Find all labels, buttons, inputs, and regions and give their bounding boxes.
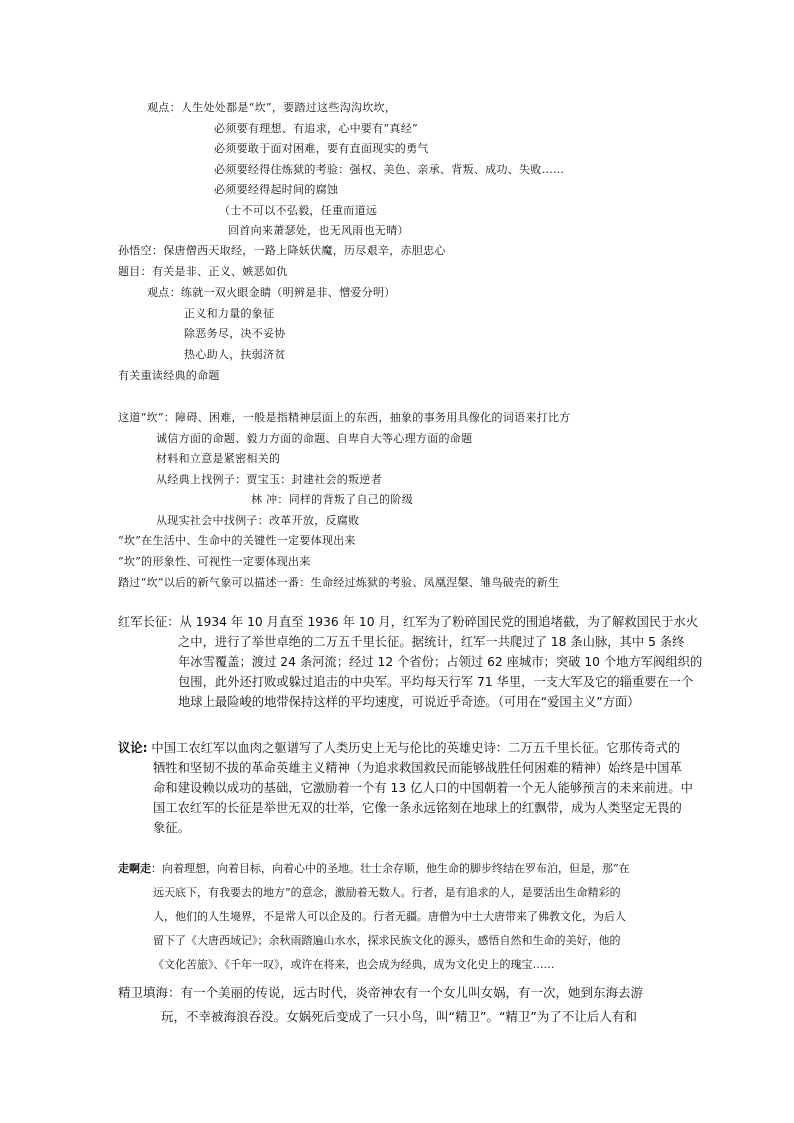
kan-line: 这道“坎”：障碍、困难，一般是指精神层面上的东西，抽象的事务用具像化的词语来打比方 bbox=[118, 411, 571, 424]
point-line: 必须要经得起时间的腐蚀 bbox=[214, 183, 339, 196]
viewpoint-line: 观点：练就一双火眼金睛（明辨是非、憎爱分明） bbox=[147, 286, 396, 299]
after-line: 踏过“坎”以后的新气象可以描述一番：生命经过炼狱的考验、凤凰涅槃、雏鸟破壳的新生 bbox=[118, 576, 560, 589]
paragraph-line: 人，他们的人生境界，不是常人可以企及的。行者无疆。唐僧为中土大唐带来了佛教文化，为后人 bbox=[153, 910, 626, 923]
wukong-line: 孙悟空：保唐僧西天取经，一路上降妖伏魔，历尽艰辛，赤胆忠心 bbox=[118, 244, 446, 257]
point-line: 必须要敢于面对困难，要有直面现实的勇气 bbox=[214, 142, 429, 155]
paragraph-line: 留下了《大唐西域记》；余秋雨踏遍山水水，探求民族文化的源头，感悟自然和生命的美好，他的 bbox=[153, 934, 621, 947]
key-line: “坎”在生活中、生命中的关键性一定要体现出来 bbox=[118, 534, 356, 547]
paragraph-line: 之中，进行了举世卓绝的二万五千里长征。据统计，红军一共爬过了 18 条山脉，其中 5 条终 bbox=[178, 635, 685, 649]
point-line: 正义和力量的象征 bbox=[184, 307, 275, 320]
paragraph-line: 包围，此外还打败或躲过追击的中央军。平均每天行军 71 华里，一支大军及它的辎重要在一个 bbox=[178, 675, 694, 689]
paragraph-line: 命和建设赖以成功的基础，它激励着一个有 13 亿人口的中国朝着一个无人能够预言的未来前进。中 bbox=[153, 781, 693, 795]
paragraph-line: 地球上最险峻的地带保持这样的平均速度，可说近乎奇迹。（可用在“爱国主义”方面） bbox=[178, 695, 640, 709]
paragraph-line: 红军长征：从 1934 年 10 月直至 1936 年 10 月，红军为了粉碎国民党的围追堵截，为了解救国民于水火 bbox=[118, 615, 699, 629]
walk-label: 走啊走 bbox=[118, 862, 151, 875]
point-line: 热心助人，扶弱济贫 bbox=[184, 348, 286, 361]
paragraph-line: 牺牲和坚韧不拔的革命英雄主义精神（为追求救国救民而能够战胜任何困难的精神）始终是中国革 bbox=[153, 761, 682, 775]
paragraph-line: ：向着理想，向着目标，向着心中的圣地。壮士余存顺，他生命的脚步终结在罗布泊，但是，那“在 bbox=[151, 862, 630, 875]
quote-line: （士不可以不弘毅，任重而道远 bbox=[219, 204, 378, 217]
point-line: 必须要有理想、有追求，心中要有“真经” bbox=[214, 122, 418, 135]
image-line: “坎”的形象性、可视性一定要体现出来 bbox=[118, 555, 311, 568]
topic-line: 题目：有关是非、正义、嫉恶如仇 bbox=[118, 265, 288, 278]
point-line: 除恶务尽，决不妥协 bbox=[184, 327, 286, 340]
jingwei-paragraph bbox=[118, 981, 643, 1029]
long-march-paragraph bbox=[118, 612, 702, 712]
viewpoint-line: 观点：人生处处都是“坎”，要踏过这些沟沟坎坎， bbox=[147, 101, 397, 114]
comment-paragraph bbox=[118, 738, 693, 838]
quote-line: 回首向来萧瑟处，也无风雨也无晴） bbox=[228, 224, 409, 237]
point-line: 必须要经得住炼狱的考验：强权、美色、亲承、背叛、成功、失败…… bbox=[214, 163, 565, 176]
reality-example-line: 从现实社会中找例子：改革开放，反腐败 bbox=[156, 514, 360, 527]
paragraph-line: 《文化苦旅》、《千年一叹》，或许在将来，也会成为经典，成为文化史上的瑰宝…… bbox=[153, 958, 555, 971]
paragraph-line: 精卫填海：有一个美丽的传说，远古时代，炎帝神农有一个女儿叫女娲，有一次，她到东海去游 bbox=[118, 985, 644, 1000]
comment-label: 议论: bbox=[118, 741, 148, 755]
classic-example-line: 从经典上找例子：贾宝玉：封建社会的叛逆者 bbox=[156, 473, 382, 486]
lin-chong-line: 林 冲：同样的背叛了自己的阶级 bbox=[251, 493, 413, 506]
paragraph-line: 国工农红军的长征是举世无双的壮举，它像一条永远铭刻在地球上的红飘带，成为人类坚定无畏的 bbox=[153, 801, 682, 815]
paragraph-line: 年冰雪覆盖；渡过 24 条河流；经过 12 个省份；占领过 62 座城市；突破 10 个地方军阀组织的 bbox=[178, 655, 703, 669]
paragraph-line: 玩，不幸被海浪吞没。女娲死后变成了一只小鸟，叫“精卫”。“精卫”为了不让后人有和 bbox=[161, 1009, 637, 1024]
paragraph-line: 象征。 bbox=[153, 821, 190, 835]
material-line: 材料和立意是紧密相关的 bbox=[156, 452, 281, 465]
paragraph-line: 中国工农红军以血肉之躯谱写了人类历史上无与伦比的英雄史诗：二万五千里长征。它那传奇式的 bbox=[147, 741, 681, 755]
paragraph-line: 远天底下，有我要去的地方”的意念，激励着无数人。行者，是有追求的人，是要活出生命精彩的 bbox=[153, 886, 621, 899]
props-line: 诚信方面的命题、毅力方面的命题、自卑自大等心理方面的命题 bbox=[156, 432, 473, 445]
walk-paragraph bbox=[118, 857, 630, 977]
classics-heading: 有关重读经典的命题 bbox=[118, 369, 220, 382]
